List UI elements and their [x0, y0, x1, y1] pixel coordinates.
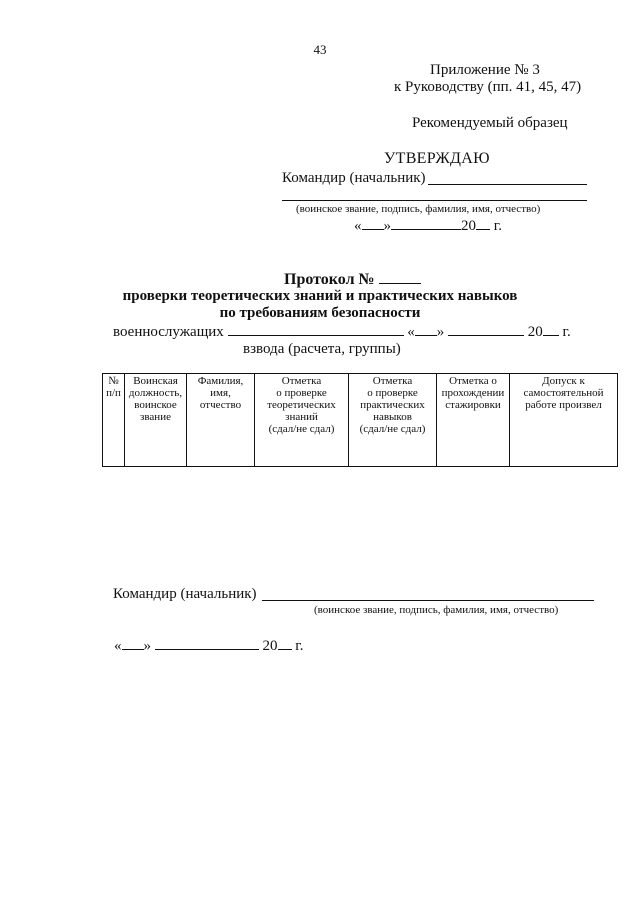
protocol-date-close-quote: » [436, 324, 445, 340]
protocol-subtitle: проверки теоретических знаний и практических навыков [122, 288, 518, 304]
personnel-unit-blank [228, 323, 404, 336]
protocol-date-day-blank [415, 323, 437, 336]
table-header-cell [103, 374, 125, 467]
protocol-number-blank [379, 270, 421, 284]
footer-rank-caption: (воинское звание, подпись, фамилия, имя, отчество) [314, 604, 559, 616]
appendix-label: Приложение № 3 [430, 62, 540, 78]
personnel-label: военнослужащих [113, 324, 224, 340]
table-header-cell [437, 374, 510, 467]
table-header-cell [255, 374, 349, 467]
col-admission-header: Допуск к самостоятельной работе произвел [523, 375, 604, 411]
appendix-reference: к Руководству (пп. 41, 45, 47) [394, 79, 582, 95]
table-header-cell [125, 374, 187, 467]
footer-date-year-prefix: 20 [262, 638, 278, 654]
date-month-blank [391, 217, 461, 230]
protocol-title [284, 270, 421, 289]
approval-commander-label: Командир (начальник) [282, 170, 426, 186]
date-year-prefix: 20 [461, 218, 476, 234]
protocol-title-text: Протокол № [284, 271, 375, 288]
col-internship-header: Отметка о прохождении стажировки [441, 375, 505, 411]
table-header-cell [349, 374, 437, 467]
date-close-quote: » [383, 218, 391, 234]
footer-commander-label: Командир (начальник) [113, 586, 257, 602]
footer-date-year-suffix: г. [295, 638, 304, 654]
approval-rank-caption: (воинское звание, подпись, фамилия, имя, отчество) [296, 203, 541, 215]
protocol-date-month-blank [448, 323, 524, 336]
col-practice-check-header: Отметка о проверке практических навыков (сдал/не сдал) [359, 375, 426, 435]
protocol-subtitle-safety: по требованиям безопасности [219, 305, 421, 321]
date-open-quote: « [354, 218, 362, 234]
approval-title: УТВЕРЖДАЮ [384, 150, 490, 167]
col-theory-check-header: Отметка о проверке теоретических знаний (сдал/не сдал) [267, 375, 336, 435]
recommended-sample-label: Рекомендуемый образец [412, 115, 568, 131]
approval-commander-signature-line [428, 184, 587, 185]
footer-date-close-quote: » [143, 638, 151, 654]
protocol-date-open-quote: « [407, 324, 415, 340]
table-header-cell [187, 374, 255, 467]
footer-date-month-blank [155, 637, 259, 650]
footer-date-open-quote: « [114, 638, 122, 654]
col-position-header: Воинская должность, воинское звание [128, 375, 183, 423]
footer-commander-signature-line [262, 600, 594, 601]
col-number-header: № п/п [106, 375, 121, 399]
date-year-suffix: г. [493, 218, 502, 234]
approval-rank-line [282, 200, 587, 201]
footer-date [114, 637, 303, 655]
page-number: 43 [313, 42, 327, 57]
table-header-row [103, 374, 618, 467]
platoon-caption: взвода (расчета, группы) [243, 341, 401, 357]
col-name-header: Фамилия, имя, отчество [197, 375, 244, 411]
footer-date-year-blank [278, 637, 292, 650]
protocol-date-year-prefix: 20 [527, 324, 543, 340]
footer-date-day-blank [122, 637, 144, 650]
table-header-cell [510, 374, 618, 467]
date-day-blank [362, 217, 384, 230]
date-year-blank [476, 217, 490, 230]
protocol-date-year-suffix: г. [562, 324, 571, 340]
protocol-table [102, 373, 618, 467]
approval-date [354, 217, 502, 235]
protocol-date-year-blank [543, 323, 559, 336]
personnel-line [113, 323, 571, 341]
